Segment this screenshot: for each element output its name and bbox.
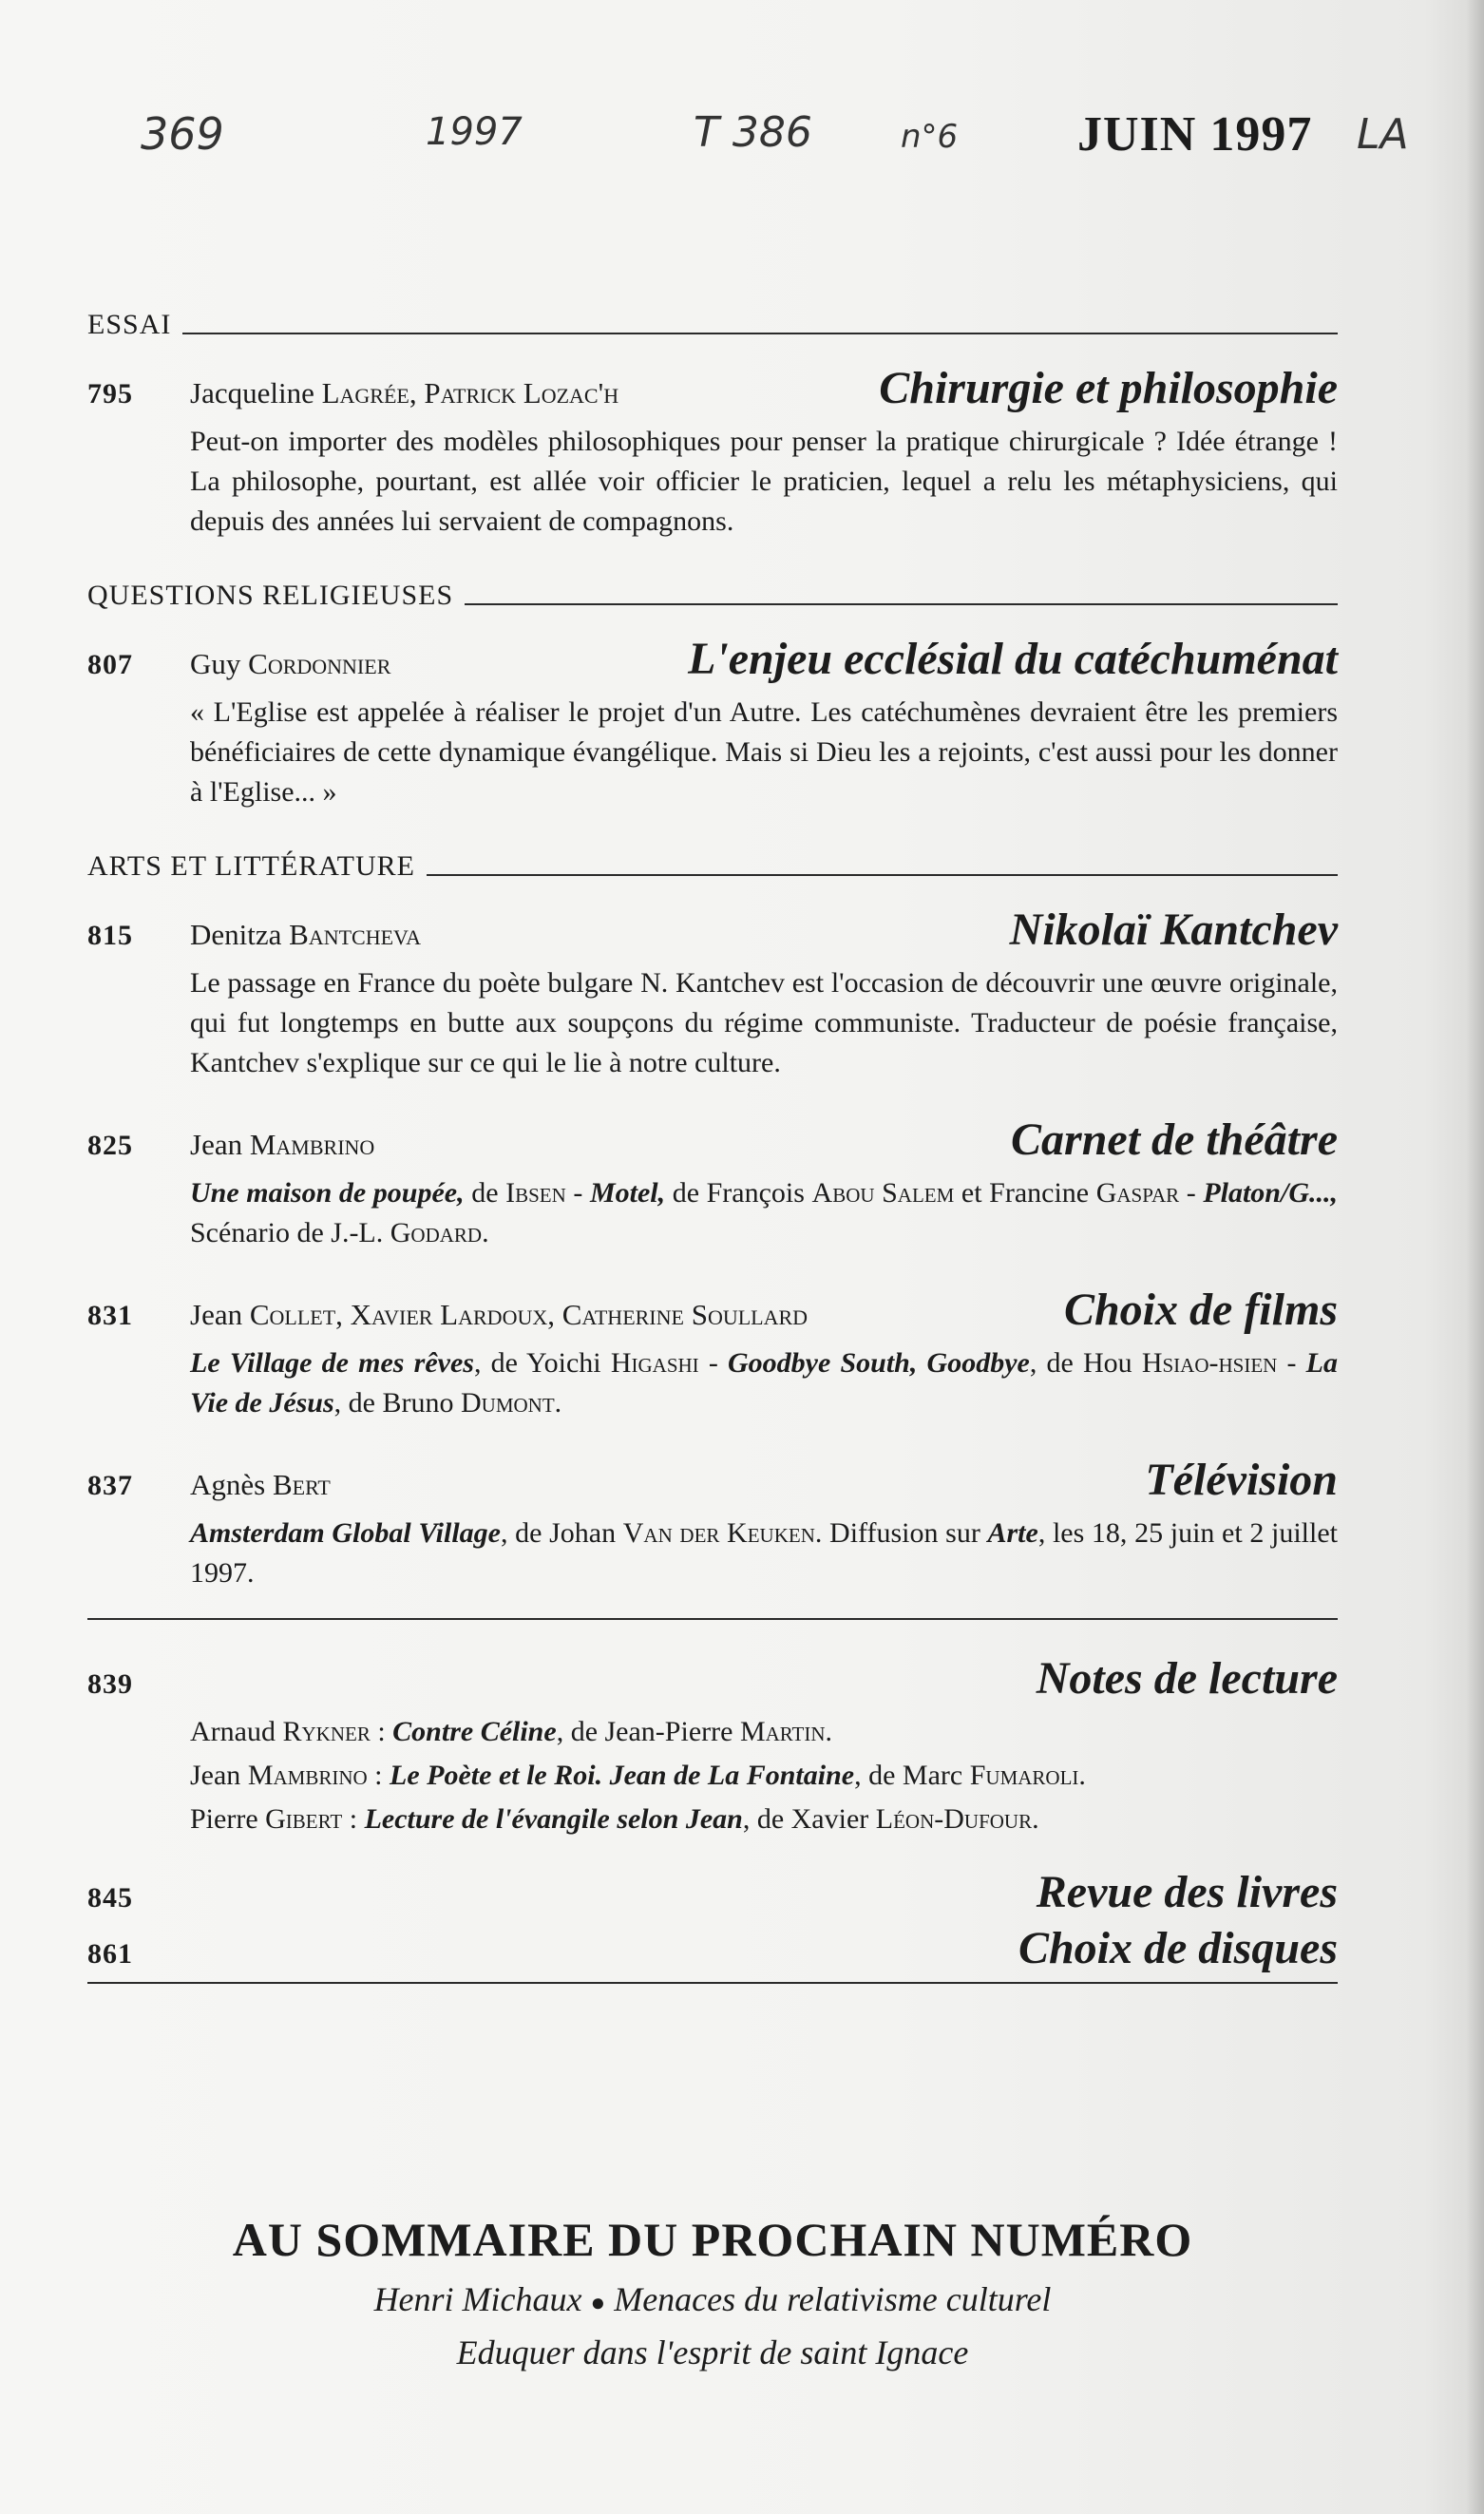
page-number: 825 [87, 1130, 133, 1161]
article-title: Choix de films [1063, 1285, 1338, 1335]
section-heading [87, 580, 1338, 612]
page-number: 861 [87, 1938, 133, 1970]
issue-date: JUIN 1997 [1077, 107, 1313, 162]
divider [87, 1618, 1338, 1620]
toc-entry [87, 904, 1338, 1083]
note-item: Arnaud Rykner : Contre Céline, de Jean-Pierre Martin. [190, 1716, 833, 1747]
table-of-contents [87, 309, 1338, 1984]
article-summary: Amsterdam Global Village, de Johan Van der Keuken. Diffusion sur Arte, les 18, 25 juin et 2 juillet 1997. [190, 1517, 1338, 1589]
next-issue-title: AU SOMMAIRE DU PROCHAIN NUMÉRO [232, 2213, 1193, 2266]
page-number: 831 [87, 1300, 133, 1331]
article-summary: Le Village de mes rêves, de Yoichi Higashi - Goodbye South, Goodbye, de Hou Hsiao-hsien - La Vie de Jésus, de Bruno Dumont. [190, 1347, 1338, 1419]
page-number: 807 [87, 649, 133, 680]
section-rule [427, 874, 1338, 876]
page-number: 837 [87, 1470, 133, 1501]
notes-list [190, 1710, 1338, 1841]
article-summary: Peut-on importer des modèles philosophiques pour penser la pratique chirurgicale ? Idée étrange ! La philosophe, pourtant, est allée voir officier le praticien, lequel a relu les métaphysiciens, qui depuis des années lui servaient de compagnons. [190, 426, 1338, 537]
section-title: Revue des livres [1036, 1867, 1338, 1917]
handwritten-note: LA [1357, 110, 1409, 159]
divider [87, 1982, 1338, 1984]
toc-entry [87, 362, 1338, 542]
toc-entry [87, 1866, 1338, 1918]
author: Jean Collet, Xavier Lardoux, Catherine Soullard [190, 1298, 809, 1331]
article-summary: « L'Eglise est appelée à réaliser le projet d'un Autre. Les catéchumènes devraient être les premiers bénéficiaires de cette dynamique évangélique. Mais si Dieu les a rejoints, c'est aussi pour les donner à l'Eglise... » [190, 696, 1338, 808]
section-label: QUESTIONS RELIGIEUSES [87, 580, 454, 611]
article-summary: Le passage en France du poète bulgare N. Kantchev est l'occasion de découvrir une œuvre originale, qui fut longtemps en butte aux soupçons du régime communiste. Traducteur de poésie française, Kantchev s'explique sur ce qui le lie à notre culture. [190, 967, 1338, 1078]
page-number: 839 [87, 1668, 133, 1700]
note-item: Jean Mambrino : Le Poète et le Roi. Jean de La Fontaine, de Marc Fumaroli. [190, 1760, 1086, 1791]
header [0, 95, 1484, 171]
toc-entry [87, 1454, 1338, 1593]
author: Jean Mambrino [190, 1128, 375, 1161]
section-title: Choix de disques [1018, 1923, 1338, 1973]
page-edge [1467, 0, 1484, 2514]
next-issue-line: Henri Michaux ● Menaces du relativisme culturel [373, 2280, 1052, 2318]
author: Denitza Bantcheva [190, 918, 421, 951]
page-number: 815 [87, 920, 133, 951]
section-heading [87, 309, 1338, 341]
article-title: L'enjeu ecclésial du catéchuménat [688, 634, 1338, 684]
author: Jacqueline Lagrée, Patrick Lozac'h [190, 376, 619, 409]
handwritten-note: 369 [141, 108, 224, 160]
note-item: Pierre Gibert : Lecture de l'évangile selon Jean, de Xavier Léon-Dufour. [190, 1803, 1039, 1835]
section-label: ESSAI [87, 309, 172, 340]
handwritten-note: 1997 [426, 110, 523, 154]
section-heading [87, 850, 1338, 883]
toc-entry [87, 1922, 1338, 1974]
handwritten-note: n°6 [901, 118, 959, 156]
page-number: 845 [87, 1882, 133, 1914]
author: Guy Cordonnier [190, 647, 391, 680]
author: Agnès Bert [190, 1468, 331, 1501]
page-number: 795 [87, 378, 133, 409]
section-label: ARTS ET LITTÉRATURE [87, 850, 415, 882]
bullet-icon: ● [590, 2289, 606, 2316]
next-issue-line: Eduquer dans l'esprit de saint Ignace [456, 2333, 969, 2371]
toc-entry [87, 633, 1338, 812]
notes-section [87, 1652, 1338, 1841]
article-title: Télévision [1145, 1455, 1338, 1505]
section-rule [465, 603, 1338, 605]
article-summary: Une maison de poupée, de Ibsen - Motel, de François Abou Salem et Francine Gaspar - Platon/G..., Scénario de J.-L. Godard. [190, 1177, 1338, 1248]
next-issue [87, 2212, 1338, 2375]
section-title: Notes de lecture [1036, 1653, 1338, 1704]
section-rule [182, 333, 1338, 334]
toc-entry [87, 1114, 1338, 1253]
article-title: Chirurgie et philosophie [879, 363, 1338, 413]
handwritten-note: T 386 [694, 108, 812, 157]
article-title: Carnet de théâtre [1011, 1114, 1338, 1165]
toc-entry [87, 1284, 1338, 1423]
article-title: Nikolaï Kantchev [1009, 905, 1338, 955]
